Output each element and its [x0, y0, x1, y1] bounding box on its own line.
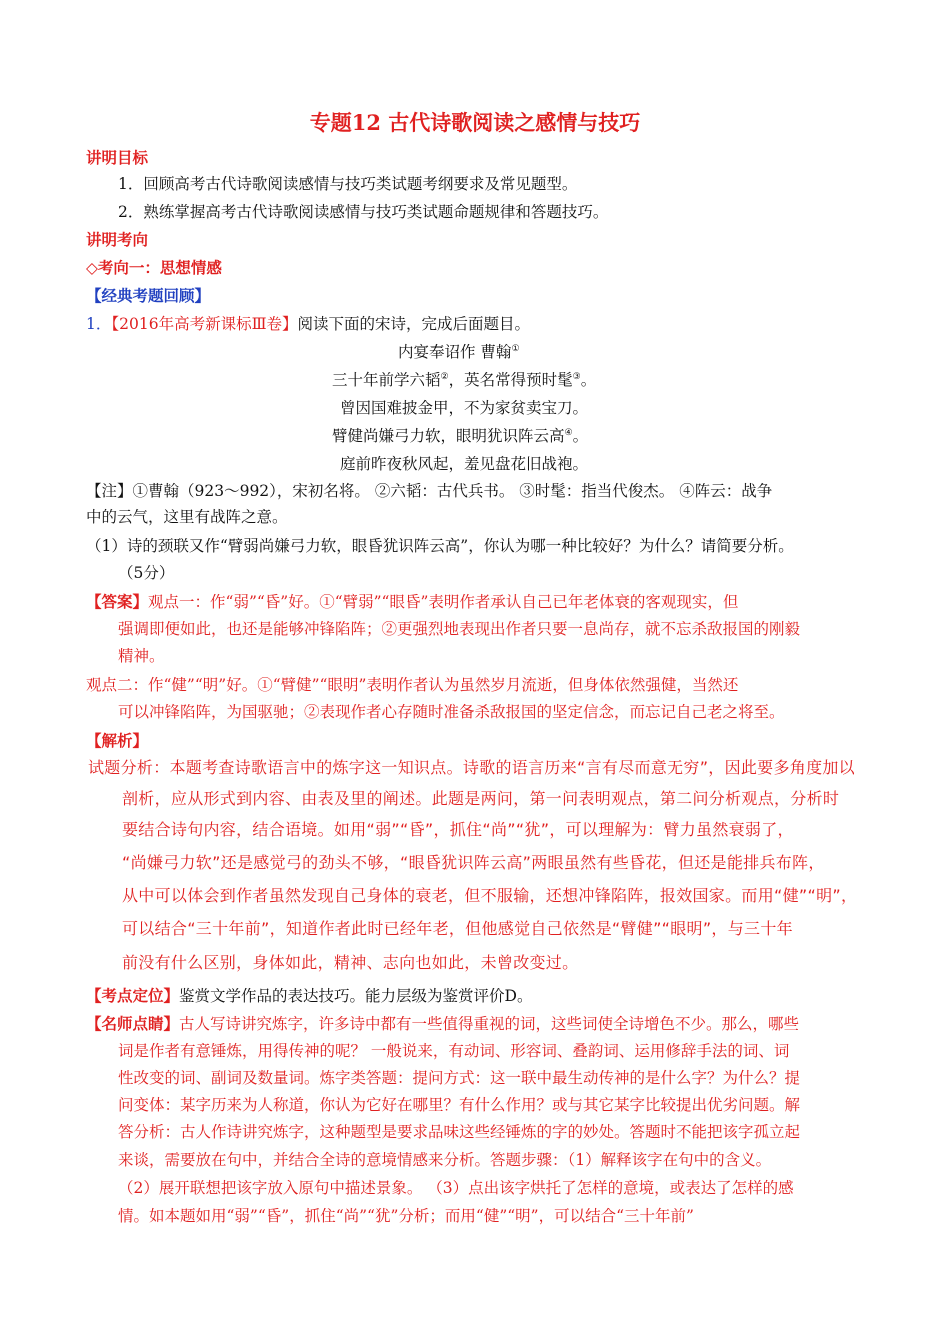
poem-line-4: 庭前昨夜秋风起，羞见盘花旧战袍。: [340, 455, 589, 473]
poem-title: 内宴奉诏作 曹翰①: [398, 343, 520, 361]
analysis-line-2: 剖析，应从形式到内容、由表及里的阐述。此题是两问，第一问表明观点，第二问分析观点，分析时: [122, 789, 840, 808]
analysis-line-6: 可以结合“三十年前”，知道作者此时已经年老，但他感觉自己依然是“臂健”“眼明”，与三十年: [122, 919, 793, 938]
analysis-line-5: 从中可以体会到作者虽然发现自己身体的衰老，但不服输，还想冲锋陷阵，报效国家。而用“健”“明”，: [122, 886, 858, 905]
goal-item-2: 2．熟练掌握高考古代诗歌阅读感情与技巧类试题命题规律和答题技巧。: [118, 203, 609, 221]
review-tag: 【经典考题回顾】: [86, 286, 211, 305]
mingshi-line-7: （2）展开联想把该字放入原句中描述景象。 （3）点出该字烘托了怎样的意境，或表达了怎样的感: [118, 1179, 794, 1197]
answer-view2-line-2: 可以冲锋陷阵，为国驱驰；②表现作者心存随时准备杀敌报国的坚定信念，而忘记自己老之将至。: [118, 703, 785, 721]
answer-tag: 【答案】: [86, 592, 149, 611]
answer-view1-line-3: 精神。: [118, 647, 165, 665]
poem-line-2: 曾因国难披金甲，不为家贫卖宝刀。: [340, 399, 589, 417]
mingshi-line-4: 问变体：某字历来为人称道，你认为它好在哪里？有什么作用？或与其它某字比较提出优劣问题。解: [118, 1096, 801, 1114]
mingshi-line-5: 答分析：古人作诗讲究炼字，这种题型是要求品味这些经锤炼的字的妙处。答题时不能把该字孤立起: [118, 1123, 801, 1141]
analysis-tag: 【解析】: [86, 731, 149, 750]
goals-heading: 讲明目标: [86, 148, 149, 167]
sub-question-line-1: （1）诗的颈联又作“臂弱尚嫌弓力软，眼昏犹识阵云高”，你认为哪一种比较好？为什么？请简要分析。: [86, 537, 794, 555]
kaodian-line: 【考点定位】鉴赏文学作品的表达技巧。能力层级为鉴赏评价D。: [86, 986, 533, 1005]
notes-line-2: 中的云气，这里有战阵之意。: [86, 508, 288, 526]
answer-view1-line-1: 【答案】观点一：作“弱”“昏”好。①“臂弱”“眼昏”表明作者承认自己已年老体衰的客观现实，但: [86, 592, 739, 611]
mingshi-tag: 【名师点睛】: [86, 1014, 180, 1033]
poem-line-3: 臂健尚嫌弓力软，眼明犹识阵云高④。: [332, 427, 589, 445]
kaodian-tag: 【考点定位】: [86, 986, 180, 1005]
direction-subheading: ◇考向一：思想情感: [86, 258, 222, 277]
mingshi-line-8: 情。如本题如用“弱”“昏”，抓住“尚”“犹”分析；而用“健”“明”，可以结合“三十年前”: [118, 1207, 694, 1225]
sub-question-line-2: （5分）: [118, 564, 175, 582]
direction-heading: 讲明考向: [86, 230, 149, 249]
mingshi-line-3: 性改变的词、副词及数量词。炼字类答题：提问方式：这一联中最生动传神的是什么字？为什么？提: [118, 1069, 801, 1087]
notes-line-1: 【注】①曹翰（923～992），宋初名将。 ②六韬：古代兵书。 ③时髦：指当代俊杰。 ④阵云：战争: [86, 482, 773, 500]
answer-view1-line-2: 强调即便如此，也还是能够冲锋陷阵；②更强烈地表现出作者只要一息尚存，就不忘杀敌报国的刚毅: [118, 620, 801, 638]
question-source: 【2016年高考新课标Ⅲ卷】: [111, 315, 298, 333]
goal-item-1: 1．回顾高考古代诗歌阅读感情与技巧类试题考纲要求及常见题型。: [118, 175, 578, 193]
analysis-line-4: “尚嫌弓力软”还是感觉弓的劲头不够，“眼昏犹识阵云高”两眼虽然有些昏花，但还是能排兵布阵，: [122, 853, 825, 872]
page-title: 专题12 古代诗歌阅读之感情与技巧: [309, 110, 641, 135]
poem-line-1: 三十年前学六韬②，英名常得预时髦③。: [332, 371, 597, 389]
question-prompt: 阅读下面的宋诗，完成后面题目。: [297, 315, 531, 333]
question-line: [86, 314, 530, 334]
mingshi-line-1: 【名师点睛】古人写诗讲究炼字，许多诗中都有一些值得重视的词，这些词使全诗增色不少。那么，哪些: [86, 1014, 800, 1033]
analysis-line-7: 前没有什么区别，身体如此，精神、志向也如此，未曾改变过。: [122, 953, 579, 972]
question-number: 1．: [86, 315, 112, 333]
analysis-line-3: 要结合诗句内容，结合语境。如用“弱”“昏”，抓住“尚”“犹”，可以理解为：臂力虽然衰弱了，: [122, 820, 794, 839]
mingshi-line-2: 词是作者有意锤炼，用得传神的呢？ 一般说来，有动词、形容词、叠韵词、运用修辞手法的词、词: [118, 1042, 790, 1060]
mingshi-line-6: 来谈，需要放在句中，并结合全诗的意境情感来分析。答题步骤：（1）解释该字在句中的含义。: [118, 1151, 772, 1169]
answer-view2-line-1: 观点二：作“健”“明”好。①“臂健”“眼明”表明作者认为虽然岁月流逝，但身体依然强健，当然还: [86, 676, 739, 694]
analysis-line-1: 试题分析：本题考查诗歌语言中的炼字这一知识点。诗歌的语言历来“言有尽而意无穷”，因此要多角度加以: [88, 758, 855, 777]
